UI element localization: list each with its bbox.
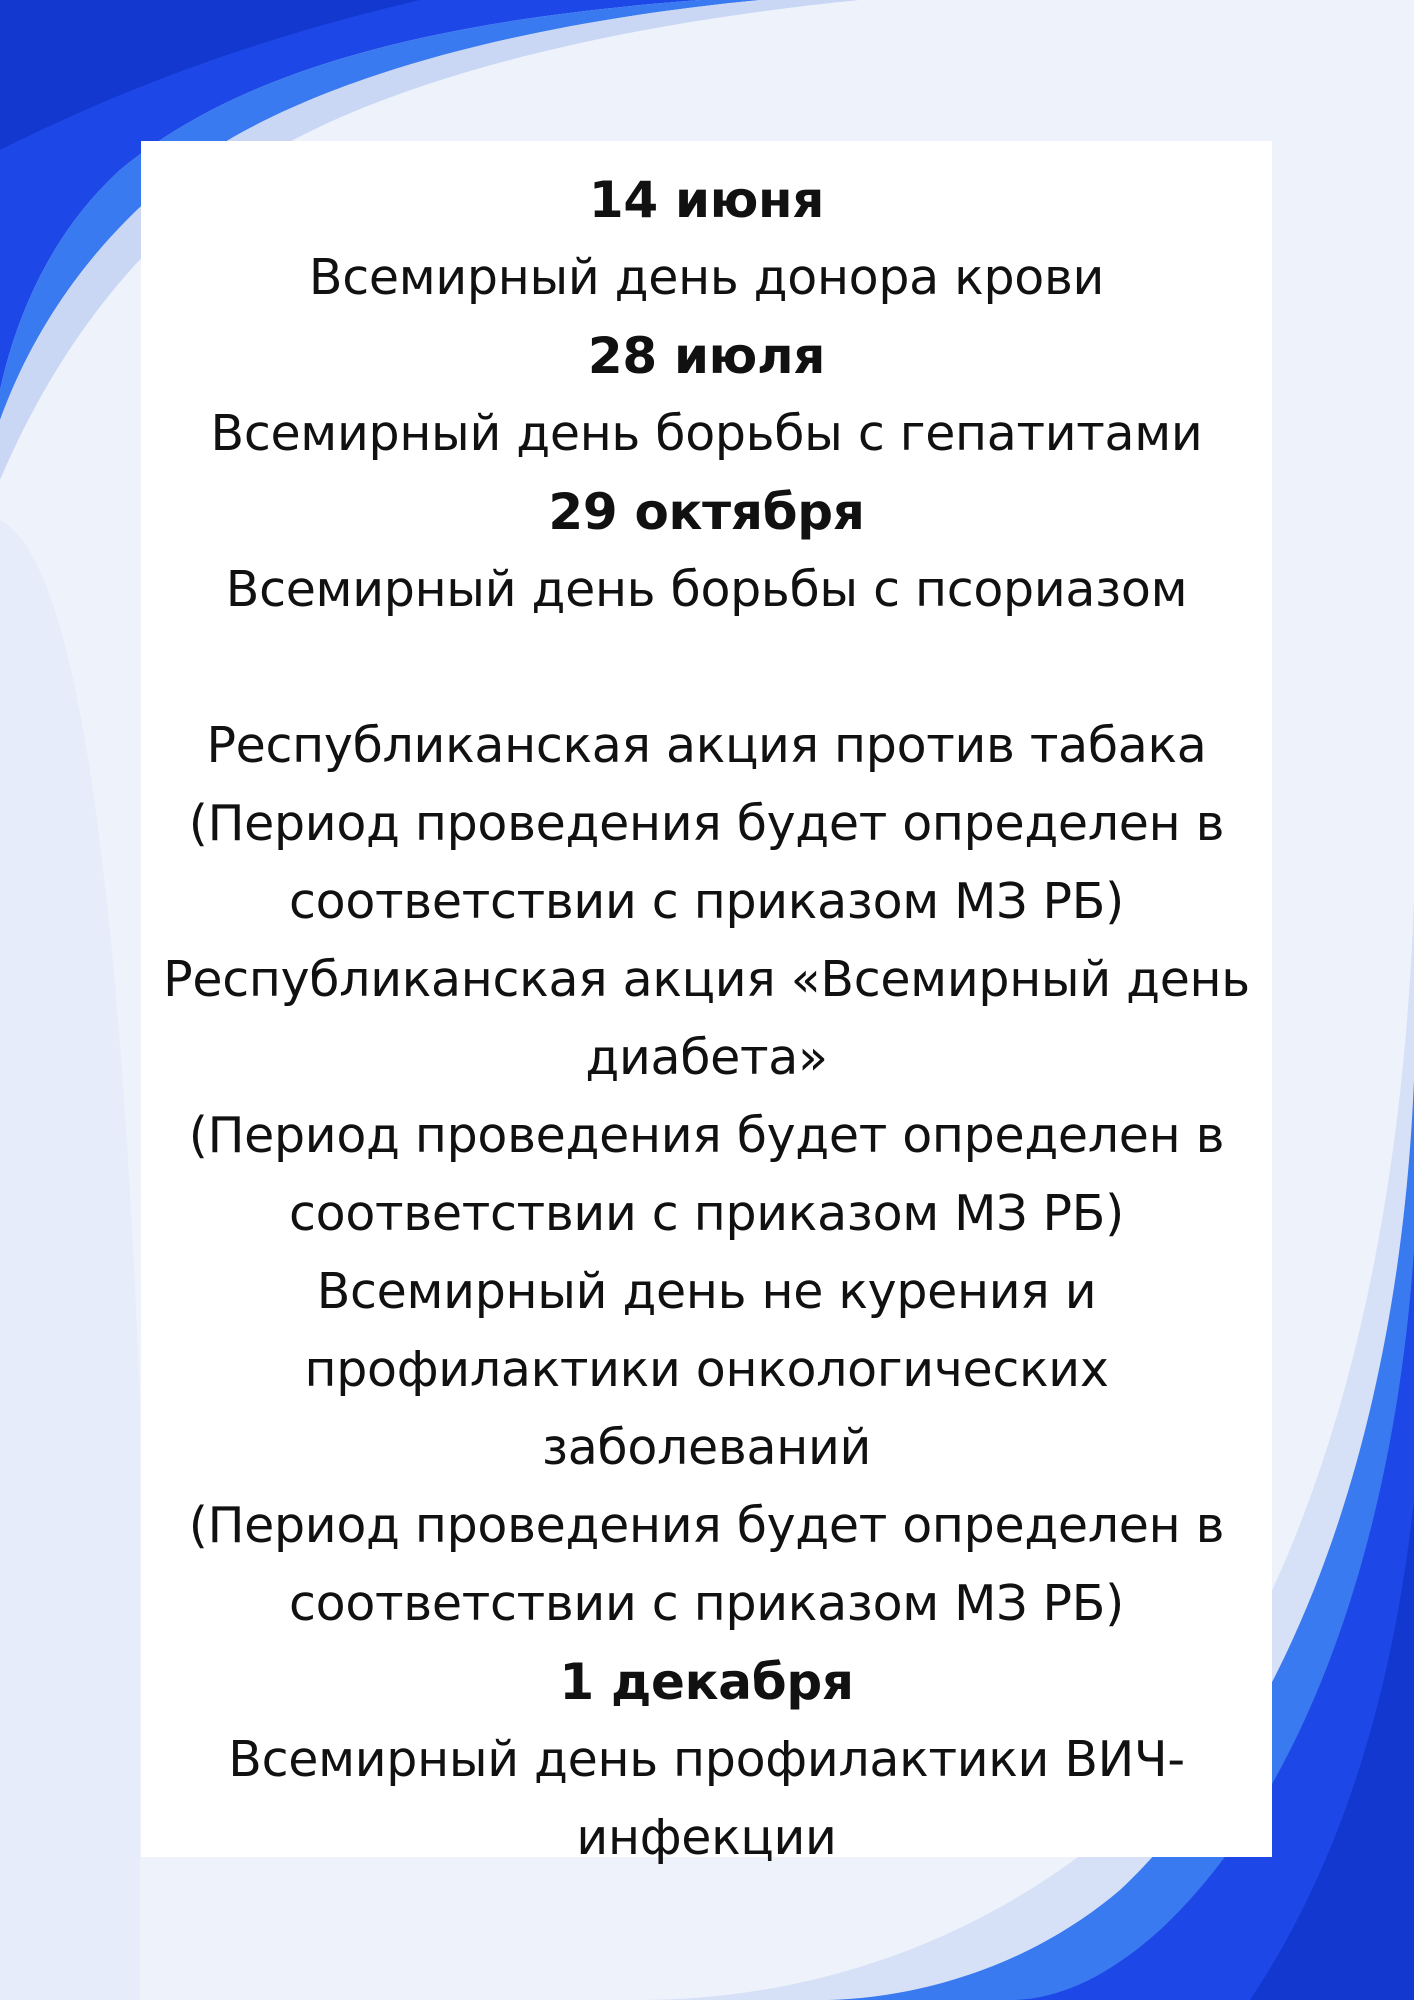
period-note: (Период проведения будет определен в (188, 1107, 1225, 1164)
event-text: диабета» (585, 1029, 828, 1086)
event-text: Всемирный день борьбы с гепатитами (210, 405, 1203, 462)
event-text: Республиканская акция против табака (206, 717, 1207, 774)
period-note: (Период проведения будет определен в (188, 795, 1225, 852)
period-note: соответствии с приказом МЗ РБ) (289, 1185, 1124, 1242)
event-text: Всемирный день донора крови (308, 249, 1105, 306)
event-text: Всемирный день не курения и (316, 1263, 1097, 1320)
period-note: соответствии с приказом МЗ РБ) (289, 1575, 1124, 1632)
date-heading: 14 июня (588, 171, 825, 229)
date-heading: 28 июля (587, 327, 826, 385)
period-note: соответствии с приказом МЗ РБ) (289, 873, 1124, 930)
event-text: Республиканская акция «Всемирный день (163, 951, 1250, 1008)
period-note: (Период проведения будет определен в (188, 1497, 1225, 1554)
date-heading: 1 декабря (559, 1653, 854, 1711)
event-text: Всемирный день профилактики ВИЧ- (228, 1731, 1185, 1788)
event-text: заболеваний (541, 1419, 872, 1476)
event-text: инфекции (576, 1809, 837, 1866)
event-text: Всемирный день борьбы с псориазом (225, 561, 1188, 618)
events-card (141, 141, 1272, 1866)
date-heading: 29 октября (548, 483, 865, 541)
blank-line (141, 629, 1272, 707)
event-text: профилактики онкологических (304, 1341, 1109, 1398)
